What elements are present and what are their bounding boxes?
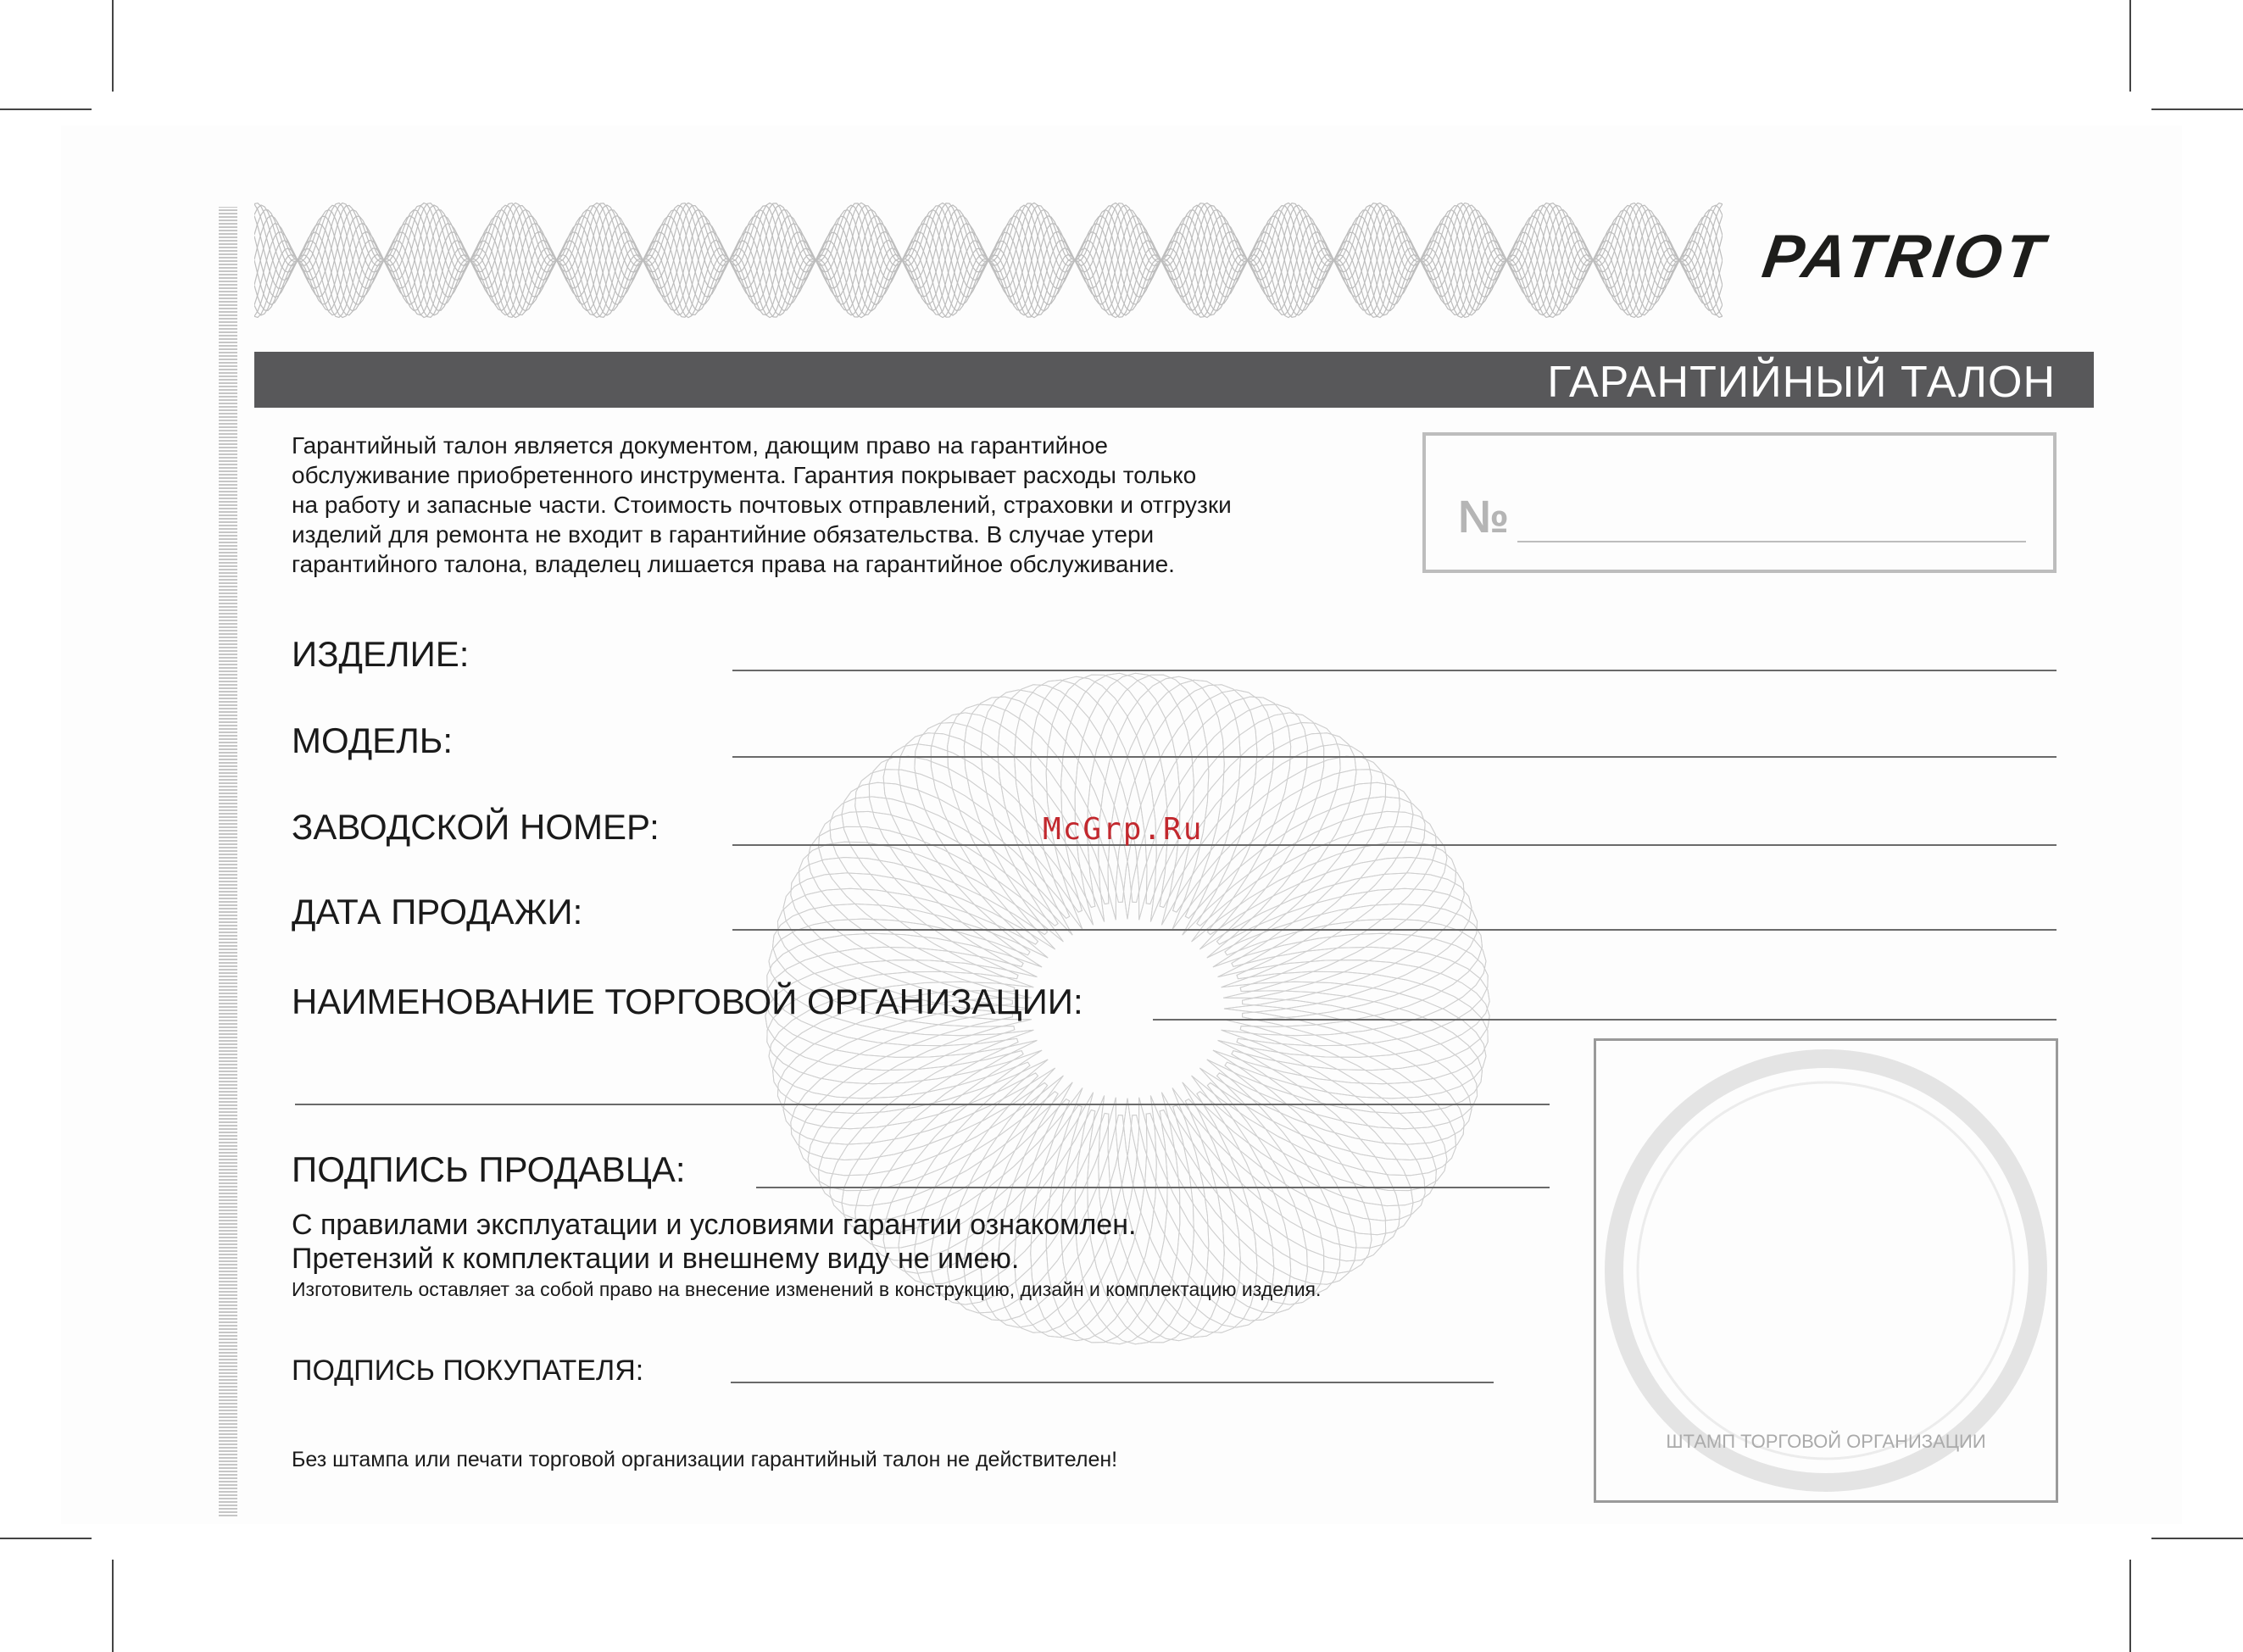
- guilloche-wave: [254, 210, 1723, 311]
- guilloche-band: [254, 193, 1723, 327]
- crop-mark: [2151, 108, 2243, 110]
- crop-mark: [2129, 0, 2131, 92]
- validity-note: Без штампа или печати торговой организации гарантийный талон не действителен!: [292, 1448, 1118, 1471]
- product-field[interactable]: [732, 670, 2057, 671]
- crop-mark: [112, 0, 114, 92]
- seller-signature-label: ПОДПИСЬ ПРОДАВЦА:: [292, 1149, 686, 1189]
- serial-label: ЗАВОДСКОЙ НОМЕР:: [292, 807, 660, 847]
- intro-line: обслуживание приобретенного инструмента. Гарантия покрывает расходы только: [292, 462, 1197, 488]
- microtext-strip: [219, 207, 237, 1516]
- serial-field[interactable]: [732, 844, 2057, 846]
- organization-field[interactable]: [1153, 1019, 2057, 1021]
- organization-label: НАИМЕНОВАНИЕ ТОРГОВОЙ ОРГАНИЗАЦИИ:: [292, 982, 1083, 1021]
- number-sign: №: [1458, 492, 1510, 542]
- intro-line: Гарантийный талон является документом, дающим право на гарантийное: [292, 432, 1108, 459]
- crop-mark: [0, 108, 92, 110]
- product-label: ИЗДЕЛИЕ:: [292, 634, 470, 674]
- buyer-signature-label: ПОДПИСЬ ПОКУПАТЕЛЯ:: [292, 1354, 644, 1387]
- stamp-box[interactable]: [1594, 1038, 2058, 1503]
- page-title: ГАРАНТИЙНЫЙ ТАЛОН: [1547, 358, 2056, 407]
- model-label: МОДЕЛЬ:: [292, 720, 453, 760]
- crop-mark: [2129, 1560, 2131, 1652]
- sale-date-field[interactable]: [732, 929, 2057, 931]
- model-field[interactable]: [732, 756, 2057, 758]
- watermark: McGrp.Ru: [1043, 812, 1204, 847]
- patriot-logo: PATRIOT: [1758, 223, 2051, 291]
- number-box: [1422, 432, 2057, 573]
- buyer-signature-field[interactable]: [731, 1382, 1494, 1383]
- stamp-label: ШТАМП ТОРГОВОЙ ОРГАНИЗАЦИИ: [1666, 1431, 1986, 1452]
- crop-mark: [2151, 1538, 2243, 1539]
- organization-field-line-2[interactable]: [295, 1104, 1550, 1105]
- sale-date-label: ДАТА ПРОДАЖИ:: [292, 892, 583, 932]
- number-field[interactable]: [1517, 541, 2026, 542]
- manufacturer-note: Изготовитель оставляет за собой право на внесение изменений в конструкцию, дизайн и комплектацию изделия.: [292, 1278, 1322, 1300]
- seller-signature-field[interactable]: [756, 1187, 1550, 1188]
- intro-line: на работу и запасные части. Стоимость почтовых отправлений, страховки и отгрузки: [292, 492, 1232, 518]
- agreement-line-1: С правилами эксплуатации и условиями гарантии ознакомлен.: [292, 1209, 1137, 1241]
- agreement-line-2: Претензий к комплектации и внешнему виду не имею.: [292, 1243, 1020, 1275]
- title-bar: [254, 352, 2094, 408]
- intro-text: [292, 431, 1394, 579]
- crop-mark: [112, 1560, 114, 1652]
- intro-line: гарантийного талона, владелец лишается права на гарантийное обслуживание.: [292, 551, 1175, 577]
- crop-mark: [0, 1538, 92, 1539]
- intro-line: изделий для ремонта не входит в гарантийние обязательства. В случае утери: [292, 521, 1155, 548]
